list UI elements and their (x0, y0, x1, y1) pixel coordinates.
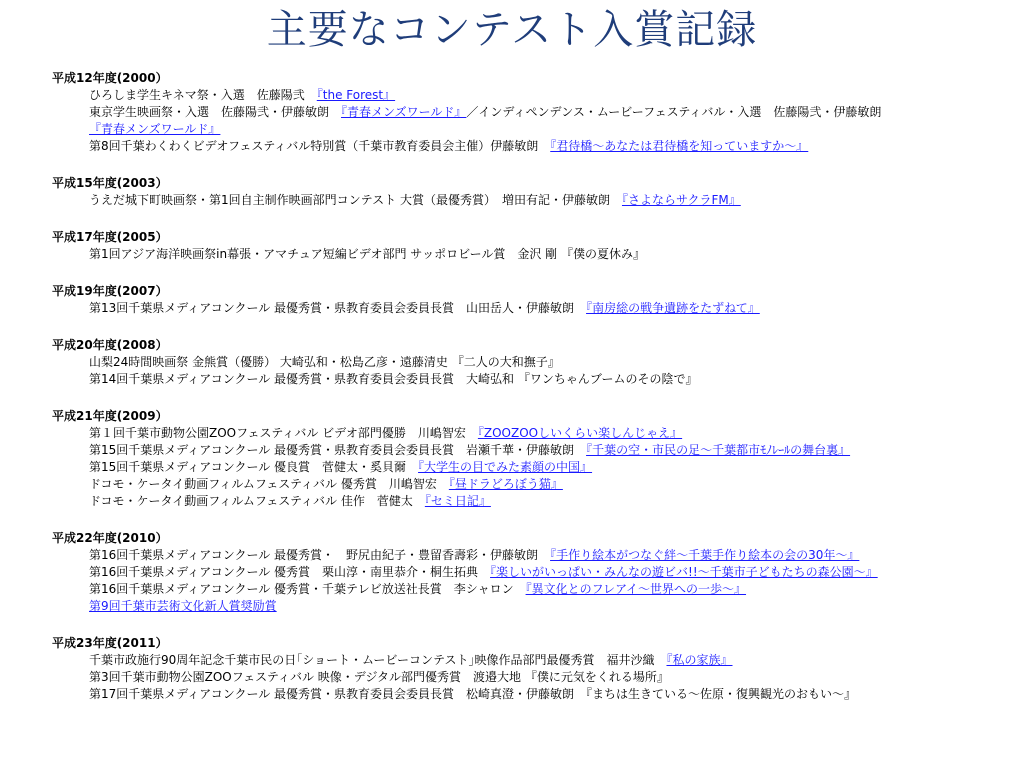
award-text: 第3回千葉市動物公園ZOOフェスティバル 映像・デジタル部門優秀賞 渡邉大地 『僕に元気をくれる場所』 (89, 670, 669, 684)
award-entry (52, 121, 1012, 138)
work-title-link[interactable]: 『千葉の空・市民の足～千葉都市ﾓﾉﾚｰﾙの舞台裏』 (586, 443, 851, 457)
award-text: 第13回千葉県メディアコンクール 最優秀賞・県教育委員会委員長賞 山田岳人・伊藤敏朗 (89, 301, 587, 315)
award-entry (52, 459, 1012, 476)
award-text: 千葉市政施行90周年記念千葉市民の日｢ショート・ムービーコンテスト｣映像作品部門最優秀賞 福井沙織 (89, 653, 667, 667)
year-heading: 平成20年度(2008） (52, 338, 168, 352)
work-title-link[interactable]: 『the Forest』 (316, 88, 396, 102)
work-title-link[interactable]: 『手作り絵本がつなぐ絆～千葉手作り絵本の会の30年～』 (550, 548, 860, 562)
year-heading: 平成17年度(2005） (52, 230, 168, 244)
page-title: 主要なコンテスト入賞記録 (266, 7, 758, 53)
award-entry (52, 354, 1012, 371)
work-title-link[interactable]: 『私の家族』 (666, 653, 733, 667)
award-text: 第15回千葉県メディアコンクール 優良賞 菅健太・奚貝爾 (89, 460, 419, 474)
work-title-link[interactable]: 『セミ日記』 (424, 494, 491, 508)
award-entry (52, 246, 1012, 263)
award-text: 東京学生映画祭・入選 佐藤陽弐・伊藤敏朗 (89, 105, 342, 119)
award-entry (52, 686, 1012, 703)
year-heading: 平成19年度(2007） (52, 284, 168, 298)
year-block (52, 229, 1012, 263)
award-text: 第1回アジア海洋映画祭in幕張・アマチュア短編ビデオ部門 サッポロビール賞 金沢 剛 『僕の夏休み』 (89, 247, 645, 261)
work-title-link[interactable]: 『さよならサクラFM』 (621, 193, 741, 207)
award-entry (52, 598, 1012, 615)
work-title-link[interactable]: 『南房総の戦争遺跡をたずねて』 (586, 301, 760, 315)
year-heading: 平成15年度(2003） (52, 176, 168, 190)
award-text: 第16回千葉県メディアコンクール 最優秀賞・ 野尻由紀子・豊留香壽彩・伊藤敏朗 (89, 548, 551, 562)
award-text: うえだ城下町映画祭・第1回自主制作映画部門コンテスト 大賞（最優秀賞） 増田有記・伊藤敏朗 (89, 193, 622, 207)
year-heading: 平成22年度(2010） (52, 531, 168, 545)
year-heading: 平成23年度(2011） (52, 636, 168, 650)
year-block (52, 530, 1012, 615)
award-entry (52, 493, 1012, 510)
award-text: 第17回千葉県メディアコンクール 最優秀賞・県教育委員会委員長賞 松崎真澄・伊藤敏朗 『まちは生きている～佐原・復興観光のおもい～』 (89, 687, 857, 701)
work-title-link[interactable]: 第9回千葉市芸術文化新人賞奨励賞 (89, 599, 277, 613)
work-title-link[interactable]: 『青春メンズワールド』 (341, 105, 467, 119)
award-text: 第14回千葉県メディアコンクール 最優秀賞・県教育委員会委員長賞 大崎弘和 『ワンちゃんブームのその陰で』 (89, 372, 698, 386)
award-entry (52, 300, 1012, 317)
work-title-link[interactable]: 『ZOOZOOしいくらい楽しんじゃえ』 (477, 426, 683, 440)
award-text: 第16回千葉県メディアコンクール 優秀賞 栗山淳・南里恭介・桐生拓典 (89, 565, 491, 579)
award-text: 第15回千葉県メディアコンクール 最優秀賞・県教育委員会委員長賞 岩瀬千華・伊藤敏朗 (89, 443, 587, 457)
award-entry (52, 104, 1012, 121)
work-title-link[interactable]: 『大学生の目でみた素顔の中国』 (418, 460, 593, 474)
award-entry (52, 138, 1012, 155)
award-text: 第8回千葉わくわくビデオフェスティバル特別賞（千葉市教育委員会主催）伊藤敏朗 (89, 139, 551, 153)
award-entry (52, 581, 1012, 598)
award-entry (52, 192, 1012, 209)
year-block (52, 283, 1012, 317)
award-text: 第16回千葉県メディアコンクール 優秀賞・千葉テレビ放送社長賞 李シャロン (89, 582, 526, 596)
award-entry (52, 652, 1012, 669)
award-entry (52, 87, 1012, 104)
award-entry (52, 476, 1012, 493)
award-text: ドコモ・ケータイ動画フィルムフェスティバル 優秀賞 川嶋智宏 (89, 477, 449, 491)
award-entry (52, 425, 1012, 442)
award-entry (52, 371, 1012, 388)
year-block (52, 635, 1012, 703)
award-text: ひろしま学生キネマ祭・入選 佐藤陽弐 (89, 88, 317, 102)
work-title-link[interactable]: 『青春メンズワールド』 (89, 122, 221, 136)
award-text: ドコモ・ケータイ動画フィルムフェスティバル 佳作 菅健太 (89, 494, 425, 508)
year-heading: 平成21年度(2009） (52, 409, 168, 423)
year-block (52, 408, 1012, 510)
work-title-link[interactable]: 『君待橋～あなたは君待橋を知っていますか～』 (550, 139, 809, 153)
year-block (52, 337, 1012, 388)
award-entry (52, 564, 1012, 581)
award-entry (52, 442, 1012, 459)
award-entry (52, 669, 1012, 686)
award-text-continued: ／インディペンデンス・ムービーフェスティバル・入選 佐藤陽弐・伊藤敏朗 (466, 105, 882, 119)
award-text: 山梨24時間映画祭 金熊賞（優勝） 大崎弘和・松島乙彦・遠藤清史 『二人の大和撫子』 (89, 355, 560, 369)
year-heading: 平成12年度(2000） (52, 71, 168, 85)
year-block (52, 70, 1012, 155)
work-title-link[interactable]: 『昼ドラどろぼう猫』 (448, 477, 563, 491)
year-block (52, 175, 1012, 209)
records-list (52, 70, 1012, 723)
award-text: 第１回千葉市動物公園ZOOフェスティバル ビデオ部門優勝 川嶋智宏 (89, 426, 478, 440)
award-entry (52, 547, 1012, 564)
work-title-link[interactable]: 『異文化とのフレアイ～世界への一歩～』 (525, 582, 747, 596)
work-title-link[interactable]: 『楽しいがいっぱい・みんなの遊ビバ!!～千葉市子どもたちの森公園～』 (490, 565, 878, 579)
